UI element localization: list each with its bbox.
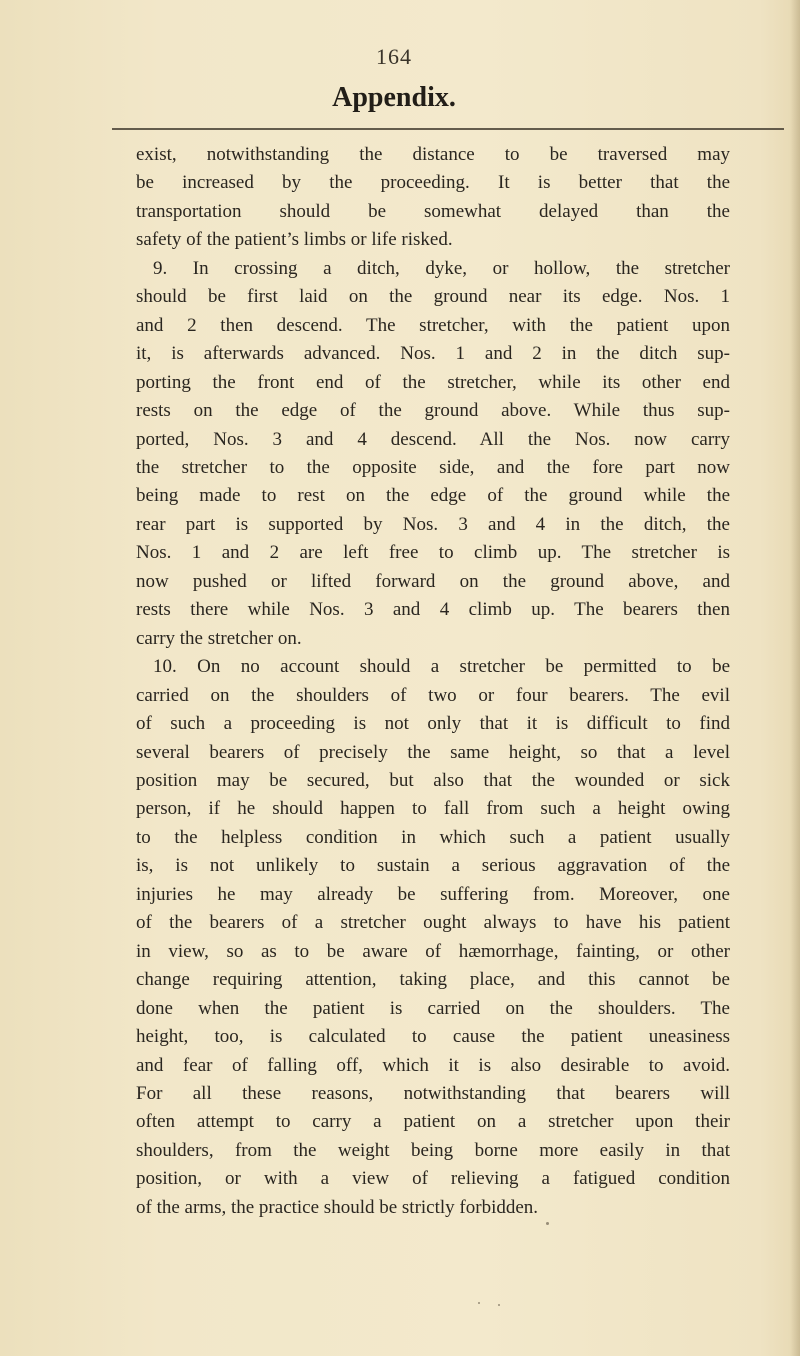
text-line: position may be secured, but also that the wounded or sick bbox=[136, 769, 730, 791]
paragraph-9-start: 9. In crossing a ditch, dyke, or hollow, the stretcher bbox=[153, 257, 730, 279]
text-line: Nos. 1 and 2 are left free to climb up. The stretcher is bbox=[136, 542, 730, 564]
text-line: in view, so as to be aware of hæmorrhage, fainting, or other bbox=[136, 940, 730, 962]
text-line: height, too, is calculated to cause the patient uneasiness bbox=[136, 1026, 730, 1048]
text-line: of the arms, the practice should be strictly forbidden. bbox=[136, 1196, 539, 1218]
text-line: being made to rest on the edge of the ground while the bbox=[136, 485, 730, 507]
text-line: it, is afterwards advanced. Nos. 1 and 2 in the ditch sup- bbox=[136, 343, 730, 365]
header-rule bbox=[112, 128, 784, 130]
text-line: safety of the patient’s limbs or life risked. bbox=[136, 229, 453, 251]
text-line: of the bearers of a stretcher ought always to have his patient bbox=[136, 912, 730, 934]
text-line: several bearers of precisely the same height, so that a level bbox=[136, 741, 730, 763]
text-line: now pushed or lifted forward on the ground above, and bbox=[136, 570, 730, 592]
text-line: carried on the shoulders of two or four bearers. The evil bbox=[136, 684, 730, 706]
paper-speck bbox=[546, 1222, 549, 1225]
text-line: rests there while Nos. 3 and 4 climb up. The bearers then bbox=[136, 599, 730, 621]
page-number: 164 bbox=[376, 44, 412, 69]
body-text bbox=[136, 141, 730, 1222]
paper-speck bbox=[478, 1302, 480, 1304]
text-line: injuries he may already be suffering from. Moreover, one bbox=[136, 883, 730, 905]
text-line: to the helpless condition in which such a patient usually bbox=[136, 826, 730, 848]
text-line: should be first laid on the ground near its edge. Nos. 1 bbox=[136, 286, 730, 308]
text-line: transportation should be somewhat delayed than the bbox=[136, 200, 730, 222]
paper-speck bbox=[498, 1304, 500, 1306]
text-line: the stretcher to the opposite side, and the fore part now bbox=[136, 456, 730, 478]
page-edge-shadow bbox=[790, 0, 800, 1356]
text-line: be increased by the proceeding. It is better that the bbox=[136, 172, 730, 194]
text-line: rear part is supported by Nos. 3 and 4 in the ditch, the bbox=[136, 513, 730, 535]
text-line: rests on the edge of the ground above. While thus sup- bbox=[136, 400, 730, 422]
text-line: done when the patient is carried on the shoulders. The bbox=[136, 997, 730, 1019]
text-line: of such a proceeding is not only that it is difficult to find bbox=[136, 713, 730, 735]
text-line: and 2 then descend. The stretcher, with the patient upon bbox=[136, 314, 730, 336]
text-line: carry the stretcher on. bbox=[136, 627, 302, 649]
text-line: ported, Nos. 3 and 4 descend. All the Nos. now carry bbox=[136, 428, 730, 450]
text-line: For all these reasons, notwithstanding that bearers will bbox=[136, 1082, 730, 1104]
text-line: position, or with a view of relieving a fatigued condition bbox=[136, 1168, 730, 1190]
text-line: often attempt to carry a patient on a stretcher upon their bbox=[136, 1111, 730, 1133]
text-line: porting the front end of the stretcher, while its other end bbox=[136, 371, 730, 393]
text-line: change requiring attention, taking place, and this cannot be bbox=[136, 969, 730, 991]
paragraph-10-start: 10. On no account should a stretcher be permitted to be bbox=[153, 656, 730, 678]
text-line: exist, notwithstanding the distance to be traversed may bbox=[136, 144, 730, 165]
text-line: and fear of falling off, which it is also desirable to avoid. bbox=[136, 1054, 730, 1076]
text-line: is, is not unlikely to sustain a serious aggravation of the bbox=[136, 855, 730, 877]
text-line: person, if he should happen to fall from such a height owing bbox=[136, 798, 730, 820]
running-head: Appendix. bbox=[332, 82, 456, 113]
text-line: shoulders, from the weight being borne more easily in that bbox=[136, 1139, 730, 1161]
